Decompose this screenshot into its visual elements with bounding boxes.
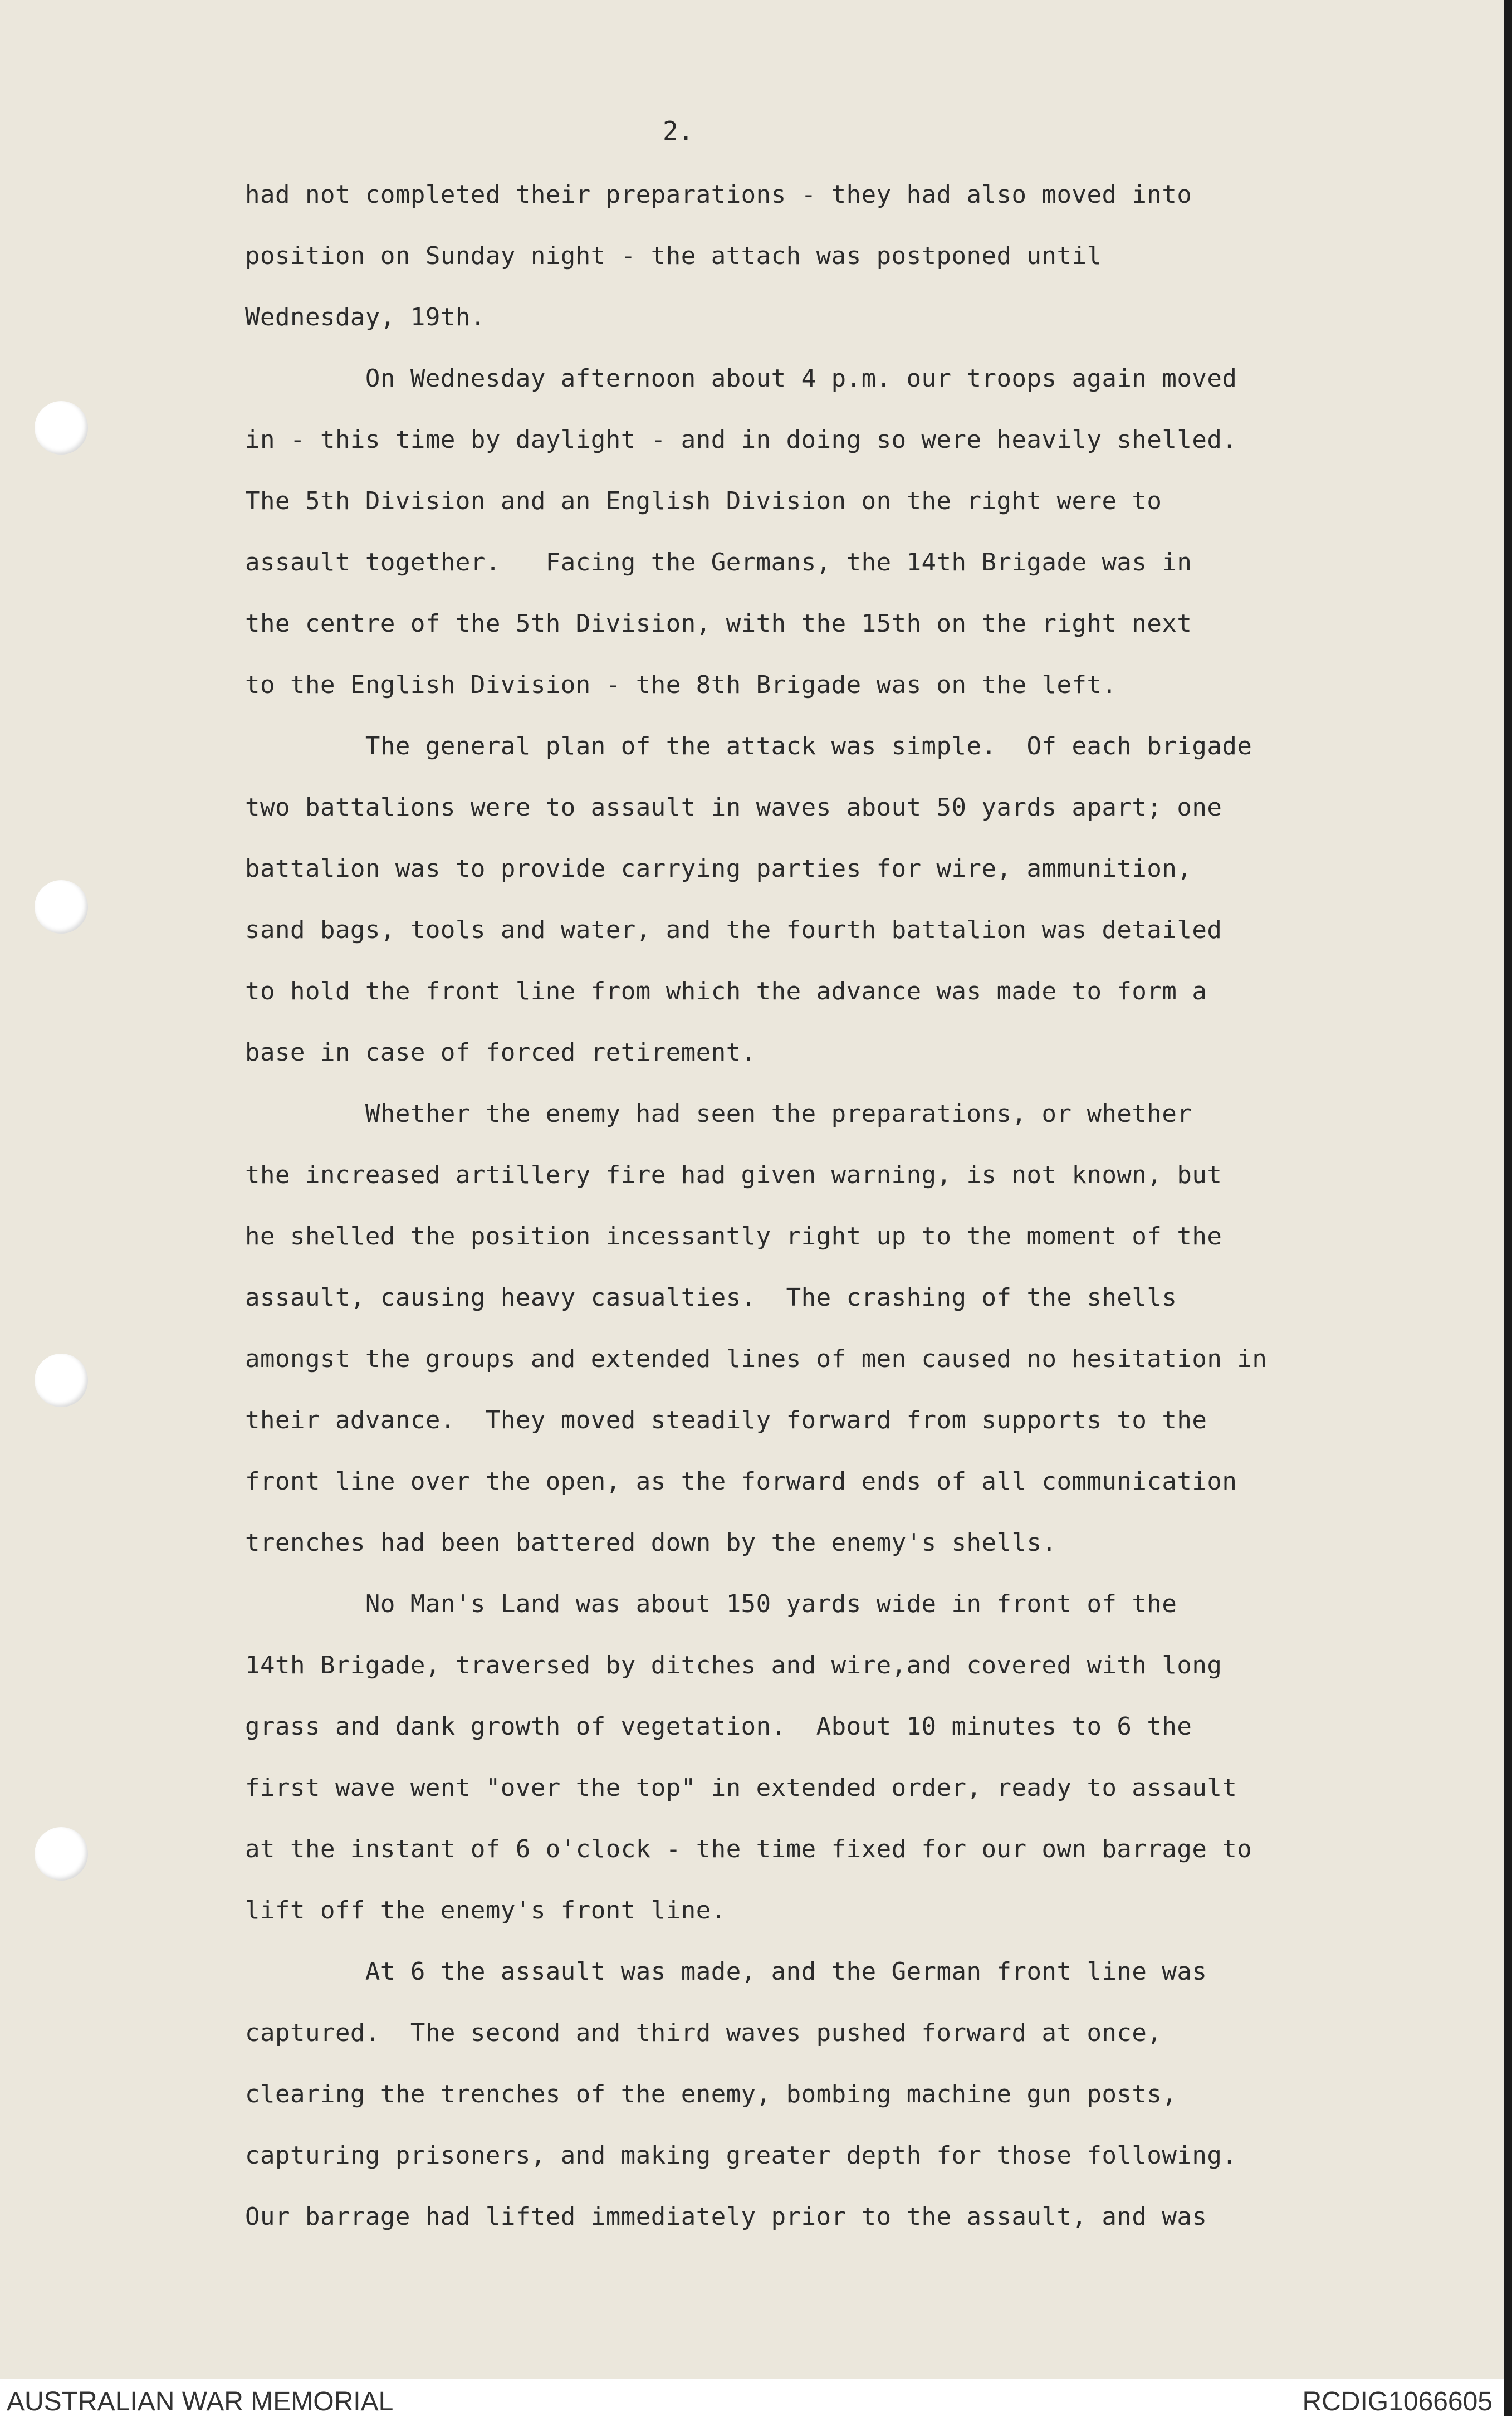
- text-line: two battalions were to assault in waves about 50 yards apart; one: [245, 793, 1222, 822]
- footer-source: AUSTRALIAN WAR MEMORIAL: [7, 2387, 394, 2416]
- text-line: 14th Brigade, traversed by ditches and wire,and covered with long: [245, 1651, 1222, 1679]
- text-line: capturing prisoners, and making greater depth for those following.: [245, 2141, 1237, 2170]
- text-line: to hold the front line from which the advance was made to form a: [245, 977, 1207, 1005]
- text-line: base in case of forced retirement.: [245, 1038, 756, 1067]
- text-line: No Man's Land was about 150 yards wide in front of the: [245, 1590, 1177, 1618]
- text-line: amongst the groups and extended lines of men caused no hesitation in: [245, 1345, 1268, 1373]
- text-line: at the instant of 6 o'clock - the time fixed for our own barrage to: [245, 1835, 1252, 1863]
- text-line: front line over the open, as the forward ends of all communication: [245, 1467, 1237, 1496]
- text-line: On Wednesday afternoon about 4 p.m. our troops again moved: [245, 364, 1237, 393]
- punch-hole: [35, 880, 88, 934]
- text-line: clearing the trenches of the enemy, bombing machine gun posts,: [245, 2080, 1177, 2108]
- page-number: 2.: [663, 116, 694, 146]
- text-line: first wave went "over the top" in extended order, ready to assault: [245, 1774, 1237, 1802]
- text-line: had not completed their preparations - they had also moved into: [245, 180, 1192, 209]
- text-line: their advance. They moved steadily forward from supports to the: [245, 1406, 1207, 1434]
- punch-hole: [35, 1827, 88, 1881]
- text-line: lift off the enemy's front line.: [245, 1896, 726, 1925]
- text-line: the centre of the 5th Division, with the 15th on the right next: [245, 609, 1192, 638]
- text-line: sand bags, tools and water, and the fourth battalion was detailed: [245, 916, 1222, 944]
- text-line: The 5th Division and an English Division on the right were to: [245, 487, 1162, 515]
- punch-hole: [35, 401, 88, 455]
- text-line: At 6 the assault was made, and the German front line was: [245, 1957, 1207, 1986]
- text-line: captured. The second and third waves pushed forward at once,: [245, 2019, 1162, 2047]
- footer-bar: [0, 2379, 1504, 2416]
- text-line: Whether the enemy had seen the preparations, or whether: [245, 1100, 1192, 1128]
- text-line: grass and dank growth of vegetation. About 10 minutes to 6 the: [245, 1712, 1192, 1741]
- text-line: assault together. Facing the Germans, the 14th Brigade was in: [245, 548, 1192, 577]
- punch-hole: [35, 1354, 88, 1407]
- text-line: The general plan of the attack was simple. Of each brigade: [245, 732, 1252, 760]
- text-line: Wednesday, 19th.: [245, 303, 486, 331]
- text-line: the increased artillery fire had given warning, is not known, but: [245, 1161, 1222, 1189]
- text-line: position on Sunday night - the attach was postponed until: [245, 242, 1102, 270]
- text-line: battalion was to provide carrying parties for wire, ammunition,: [245, 855, 1192, 883]
- text-line: assault, causing heavy casualties. The crashing of the shells: [245, 1283, 1177, 1312]
- text-line: trenches had been battered down by the enemy's shells.: [245, 1529, 1057, 1557]
- text-line: in - this time by daylight - and in doing so were heavily shelled.: [245, 426, 1237, 454]
- text-line: to the English Division - the 8th Brigade was on the left.: [245, 671, 1117, 699]
- footer-record-id: RCDIG1066605: [1302, 2387, 1493, 2416]
- text-line: he shelled the position incessantly right up to the moment of the: [245, 1222, 1222, 1251]
- text-line: Our barrage had lifted immediately prior to the assault, and was: [245, 2203, 1207, 2231]
- scan-border: [1504, 0, 1512, 2416]
